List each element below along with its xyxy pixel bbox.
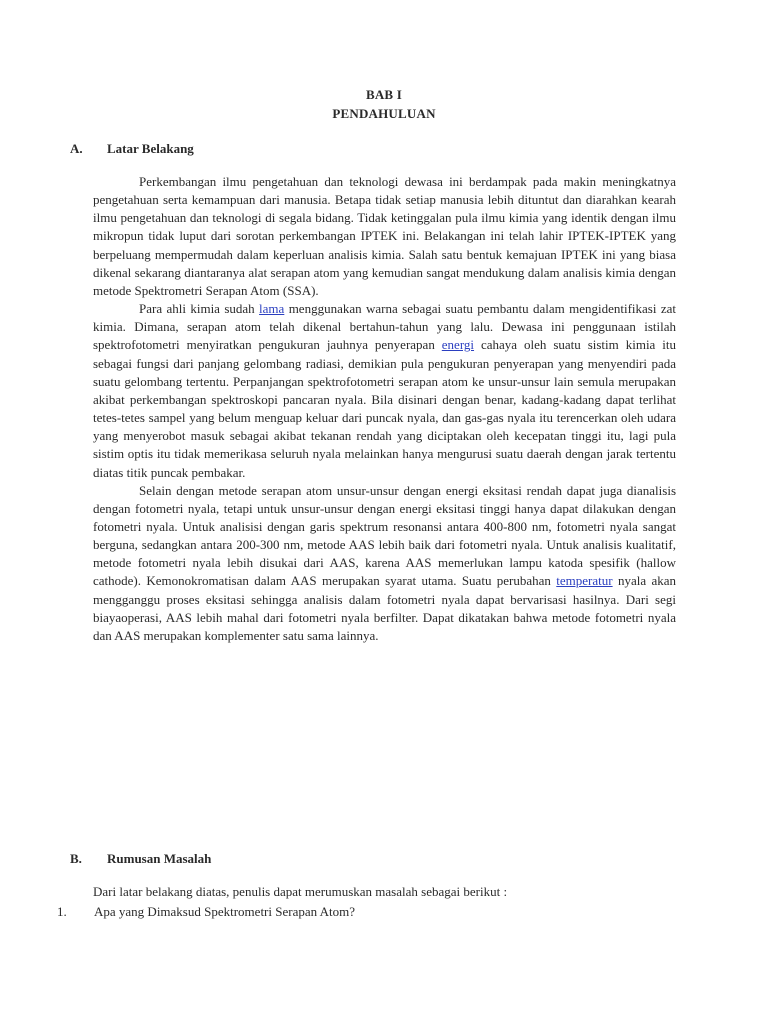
section-letter: A. <box>70 141 83 156</box>
paragraph-3-text-1: Selain dengan metode serapan atom unsur-unsur dengan energi eksitasi rendah dapat juga dianalisis dengan fotometri nyala, tetapi untuk unsur-unsur dengan energi eksitasi tinggi hanya dapat dilakukan dengan fotometri nyala. Untuk analisisi dengan garis spektrum resonansi antara 400-800 nm, fotometri nyala sangat berguna, sedangkan antara 200-300 nm, metode AAS lebih baik dari fotometri nyala. Untuk analisis kualitatif, metode fotometri nyala lebih disukai dari AAS, karena AAS memerlukan lampu katoda spesifik (hallow cathode). Kemonokromatisan dalam AAS merupakan syarat utama. Suatu perubahan <box>93 482 676 589</box>
link-lama[interactable]: lama <box>259 301 285 317</box>
section-a-body <box>93 173 676 645</box>
paragraph-2-text-3: cahaya oleh suatu sistim kimia itu sebagai fungsi dari panjang gelombang radiasi, demikian pula pengukuran penyerapan yang menyendiri pada suatu gelombang tertentu. Perpanjangan spektrofotometri serapan atom ke unsur-unsur lain semula merupakan akibat perkembangan spektroskopi pancaran nyala. Bila disinari dengan benar, kadang-kadang dapat terlihat tetes-tetes sampel yang belum menguap keluar dari puncak nyala, dan gas-gas nyala itu terencerkan oleh udara yang menyerobot masuk sebagai akibat tekanan rendah yang diciptakan oleh kecepatan tinggi itu, lagi pula sistim optis itu tidak memerikasa seluruh nyala melainkan hanya mengurusi suatu daerah dengan jarak tertentu diatas titik puncak pembakar. <box>93 337 676 480</box>
paragraph-2 <box>93 300 676 482</box>
section-heading-a <box>70 140 194 158</box>
chapter-number: BAB I <box>365 87 403 102</box>
chapter-title: PENDAHULUAN <box>332 106 436 121</box>
paragraph-3-text-2: nyala akan mengganggu proses eksitasi sehingga analisis dalam fotometri nyala dapat bervarisasi hasilnya. Dari segi biayaoperasi, AAS lebih mahal dari fotometri nyala berfilter. Dapat dikatakan bahwa metode fotometri nyala dan AAS merupakan komplementer satu sama lainnya. <box>93 573 676 643</box>
paragraph-1: Perkembangan ilmu pengetahuan dan teknologi dewasa ini berdampak pada makin meningkatnya pengetahuan serta kemampuan dari manusia. Betapa tidak setiap manusia lebih dituntut dan diarahkan kearah ilmu pengetahuan dan teknologi di segala bidang. Tidak ketinggalan pula ilmu kimia yang identik dengan ilmu mikropun tidak luput dari sorotan perkembangan IPTEK ini. Belakangan ini telah lahir IPTEK-IPTEK yang berpeluang mempermudah dalam keperluan analisis kimia. Salah satu bentuk kemajuan IPTEK ini yang biasa dikenal sekarang diantaranya alat serapan atom yang kemudian sangat mendukung dalam analisis kimia dengan metode Spektrometri Serapan Atom (SSA). <box>93 174 676 298</box>
link-temperatur[interactable]: temperatur <box>556 573 613 589</box>
section-title: Rumusan Masalah <box>107 851 212 866</box>
section-heading-b <box>70 850 211 868</box>
list-item <box>57 903 355 921</box>
list-item-number: 1. <box>57 904 67 919</box>
section-b-intro: Dari latar belakang diatas, penulis dapat merumuskan masalah sebagai berikut : <box>93 884 508 899</box>
paragraph-3 <box>93 482 676 645</box>
paragraph-2-text-1: Para ahli kimia sudah <box>139 301 260 317</box>
section-title: Latar Belakang <box>107 141 194 156</box>
paragraph-2-text-2: menggunakan warna sebagai suatu pembantu dalam mengidentifikasi zat kimia. Dimana, serapan atom telah dikenal bertahun-tahun yang lalu. Dewasa ini penggunaan istilah spektrofotometri menyiratkan pengukuran jauhnya penyerapan <box>93 301 676 353</box>
section-letter: B. <box>70 851 82 866</box>
link-energi[interactable]: energi <box>441 337 475 353</box>
list-item-text: Apa yang Dimaksud Spektrometri Serapan Atom? <box>94 904 356 919</box>
